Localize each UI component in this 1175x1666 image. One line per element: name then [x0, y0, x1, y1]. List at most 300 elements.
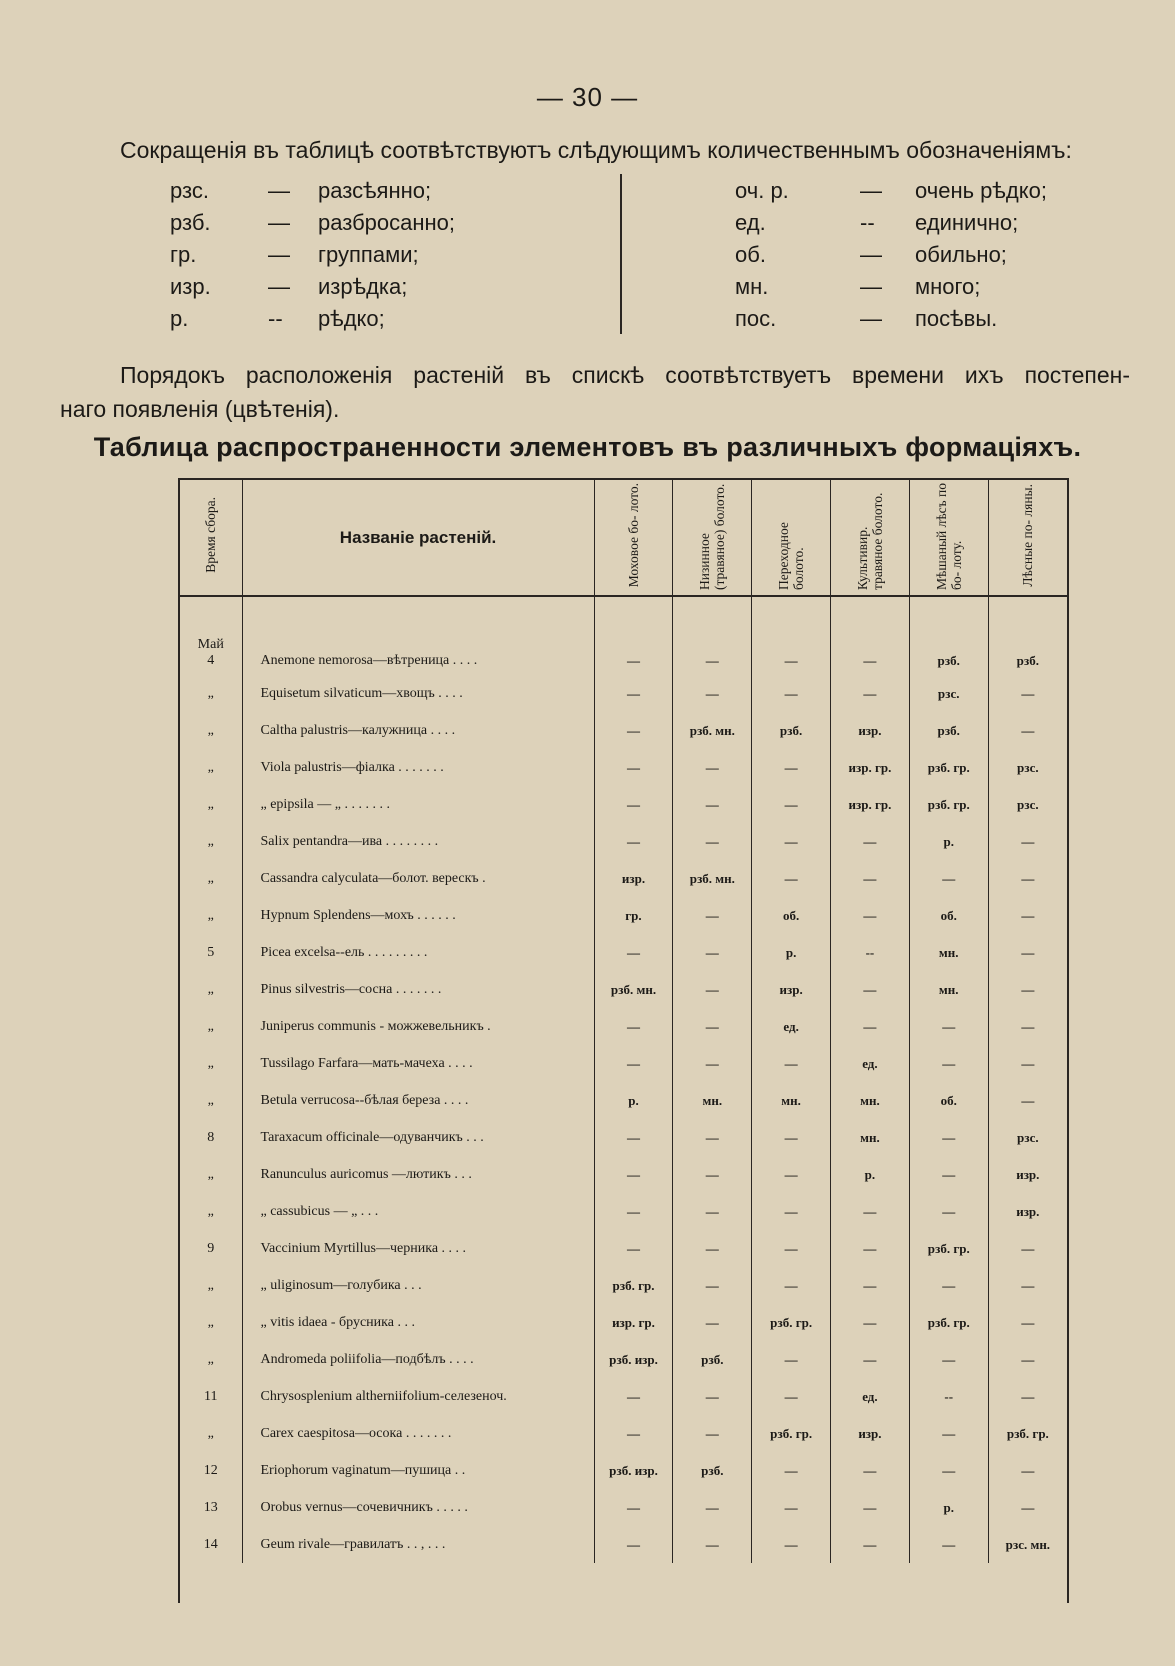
- collection-day: „: [207, 685, 214, 701]
- abbreviation-meaning: рѣдко;: [318, 306, 385, 331]
- collection-day: „: [207, 1203, 214, 1219]
- abbreviations-right-column: [735, 178, 1155, 338]
- abundance-cell: об.: [909, 1082, 988, 1119]
- abundance-cell: —: [1021, 907, 1035, 923]
- table-row: [180, 1008, 1067, 1045]
- plant-name-cell: Pinus silvestris—сосна . . . . . . .: [242, 971, 594, 1008]
- abundance-cell: —: [673, 897, 752, 934]
- abundance-cell: —: [909, 1267, 988, 1304]
- table-row: [180, 1156, 1067, 1193]
- abbreviation-row: [735, 274, 1155, 306]
- table-row: [180, 860, 1067, 897]
- abundance-cell: —: [1021, 722, 1035, 738]
- table-row: [180, 1526, 1067, 1563]
- collection-date-cell: [180, 823, 242, 860]
- abundance-cell: —: [673, 675, 752, 712]
- collection-date-cell: [180, 625, 242, 675]
- plant-name-cell: Caltha palustris—калужница . . . .: [242, 712, 594, 749]
- abundance-cell: —: [831, 1452, 910, 1489]
- abundance-cell: изр. гр.: [594, 1304, 673, 1341]
- abundance-cell: --: [831, 934, 910, 971]
- abundance-cell: —: [752, 1230, 831, 1267]
- collection-date-cell: [180, 971, 242, 1008]
- abundance-cell: изр. гр.: [831, 786, 910, 823]
- abbreviation-code: мн.: [735, 274, 769, 299]
- abbreviation-row: [170, 210, 590, 242]
- abundance-cell: рзб.: [909, 625, 988, 675]
- spacer-cell: [594, 596, 673, 625]
- abbreviations-divider: [620, 174, 622, 334]
- spacer-cell: [909, 596, 988, 625]
- collection-date-cell: [180, 786, 242, 823]
- abundance-cell: —: [752, 1489, 831, 1526]
- abundance-cell: —: [673, 1045, 752, 1082]
- abundance-cell: рзб. гр.: [1006, 1425, 1049, 1441]
- abundance-cell: рзс.: [909, 675, 988, 712]
- abundance-cell: —: [1021, 1314, 1035, 1330]
- collection-day: „: [207, 796, 214, 812]
- collection-date-cell: [180, 1526, 242, 1563]
- table-row: [180, 1267, 1067, 1304]
- abundance-cell: мн.: [673, 1082, 752, 1119]
- collection-day: „: [207, 870, 214, 886]
- table-row: [180, 1341, 1067, 1378]
- abundance-cell: —: [673, 786, 752, 823]
- abundance-cell: изр.: [831, 712, 910, 749]
- abundance-cell: —: [831, 1008, 910, 1045]
- abundance-cell: —: [831, 823, 910, 860]
- abundance-cell: —: [594, 1526, 673, 1563]
- abundance-cell: —: [1021, 1277, 1035, 1293]
- abundance-cell: —: [909, 1415, 988, 1452]
- header-formation-forest-glades: Лѣсные по- ляны.: [988, 480, 1067, 596]
- abundance-cell: —: [831, 971, 910, 1008]
- abundance-cell: рзб. изр.: [594, 1452, 673, 1489]
- table-row: [180, 1452, 1067, 1489]
- abbreviation-meaning: посѣвы.: [915, 306, 998, 331]
- abundance-cell: —: [673, 1193, 752, 1230]
- abundance-cell: —: [594, 625, 673, 675]
- abundance-cell: —: [673, 1489, 752, 1526]
- table-row: [180, 1489, 1067, 1526]
- abundance-cell: р.: [752, 934, 831, 971]
- abundance-cell: мн.: [831, 1119, 910, 1156]
- collection-date-cell: [180, 1378, 242, 1415]
- abbreviations-left-column: [170, 178, 590, 338]
- header-formation-mixed-forest: Мѣшаный лѣсъ по бо- лоту.: [909, 480, 988, 596]
- abundance-cell: —: [1021, 833, 1035, 849]
- plant-name-cell: „ uliginosum—голубика . . .: [242, 1267, 594, 1304]
- abundance-cell: —: [673, 1156, 752, 1193]
- abbreviation-dash: —: [860, 242, 882, 267]
- abundance-cell: —: [752, 1193, 831, 1230]
- collection-day: „: [207, 759, 214, 775]
- abbreviation-dash: —: [860, 274, 882, 299]
- table-row: [180, 675, 1067, 712]
- distribution-table: [180, 480, 1067, 1563]
- collection-day: „: [207, 1166, 214, 1182]
- abundance-cell: —: [594, 1378, 673, 1415]
- abundance-cell: —: [594, 823, 673, 860]
- plant-name-cell: Anemone nemorosa—вѣтреница . . . .: [242, 625, 594, 675]
- abundance-cell: —: [831, 625, 910, 675]
- abundance-cell: —: [831, 1267, 910, 1304]
- abundance-cell: гр.: [594, 897, 673, 934]
- abundance-cell: —: [752, 1156, 831, 1193]
- collection-date-cell: [180, 1341, 242, 1378]
- abbreviation-row: [170, 274, 590, 306]
- abundance-cell: мн.: [752, 1082, 831, 1119]
- plant-name-cell: „ vitis idaea - брусника . . .: [242, 1304, 594, 1341]
- abbreviation-dash: —: [268, 210, 290, 235]
- abundance-cell: р.: [594, 1082, 673, 1119]
- abundance-cell: —: [752, 625, 831, 675]
- collection-day: 14: [203, 1536, 218, 1552]
- plant-name-cell: Equisetum silvaticum—хвощъ . . . .: [242, 675, 594, 712]
- abundance-cell: рзб. гр.: [909, 1230, 988, 1267]
- collection-date-cell: [180, 1267, 242, 1304]
- abbreviation-code: изр.: [170, 274, 211, 299]
- abundance-cell: рзб. гр.: [909, 1304, 988, 1341]
- abundance-cell: рзб. мн.: [673, 860, 752, 897]
- plant-name-cell: Viola palustris—фіалка . . . . . . .: [242, 749, 594, 786]
- abundance-cell: —: [752, 1452, 831, 1489]
- table-row: [180, 971, 1067, 1008]
- collection-day: 8: [207, 1129, 215, 1145]
- collection-date-cell: [180, 1119, 242, 1156]
- abundance-cell: изр.: [594, 860, 673, 897]
- table-row: [180, 897, 1067, 934]
- abundance-cell: —: [752, 1341, 831, 1378]
- collection-date-cell: [180, 1415, 242, 1452]
- plant-name-cell: Chrysosplenium altherniifolium-селезеноч.: [242, 1378, 594, 1415]
- abbreviation-code: рзс.: [170, 178, 209, 203]
- abundance-cell: —: [673, 1526, 752, 1563]
- abundance-cell: —: [909, 1452, 988, 1489]
- abundance-cell: мн.: [909, 971, 988, 1008]
- plant-name-cell: Vaccinium Myrtillus—черника . . . .: [242, 1230, 594, 1267]
- abundance-cell: —: [594, 1415, 673, 1452]
- abundance-cell: —: [673, 1230, 752, 1267]
- collection-day: 4: [207, 653, 215, 668]
- abundance-cell: ед.: [831, 1045, 910, 1082]
- abundance-cell: р.: [909, 1489, 988, 1526]
- abundance-cell: мн.: [831, 1082, 910, 1119]
- header-formation-moss-bog: Моховое бо- лото.: [594, 480, 673, 596]
- plant-name-cell: Ranunculus auricomus —лютикъ . . .: [242, 1156, 594, 1193]
- abundance-cell: изр.: [1016, 1203, 1040, 1219]
- abundance-cell: —: [1021, 1462, 1035, 1478]
- abundance-cell: —: [673, 934, 752, 971]
- plant-name-cell: Juniperus communis - можжевельникъ .: [242, 1008, 594, 1045]
- abundance-cell: —: [831, 1489, 910, 1526]
- abundance-cell: рзс.: [1017, 796, 1039, 812]
- abundance-cell: —: [673, 1267, 752, 1304]
- plant-name-cell: Andromeda poliifolia—подбѣлъ . . . .: [242, 1341, 594, 1378]
- abundance-cell: —: [673, 971, 752, 1008]
- abundance-cell: рзб.: [673, 1341, 752, 1378]
- header-formation-cultivated-bog: Культивир. травяное болото.: [831, 480, 910, 596]
- abundance-cell: —: [1021, 870, 1035, 886]
- abundance-cell: —: [909, 1526, 988, 1563]
- abundance-cell: —: [909, 1156, 988, 1193]
- table-row: [180, 786, 1067, 823]
- abundance-cell: р.: [909, 823, 988, 860]
- table-body: [180, 596, 1067, 1563]
- collection-day: 11: [204, 1388, 218, 1404]
- spacer-cell: [988, 596, 1067, 625]
- collection-date-cell: [180, 1082, 242, 1119]
- abundance-cell: об.: [909, 897, 988, 934]
- abundance-cell: —: [909, 1045, 988, 1082]
- abundance-cell: —: [673, 823, 752, 860]
- abundance-cell: —: [752, 1526, 831, 1563]
- abundance-cell: —: [673, 1378, 752, 1415]
- abundance-cell: —: [594, 712, 673, 749]
- table-row: [180, 1119, 1067, 1156]
- table-row: [180, 625, 1067, 675]
- abbreviation-meaning: очень рѣдко;: [915, 178, 1047, 203]
- collection-date-cell: [180, 1008, 242, 1045]
- collection-date-cell: [180, 897, 242, 934]
- abundance-cell: —: [594, 1156, 673, 1193]
- abundance-cell: изр.: [752, 971, 831, 1008]
- abbreviation-row: [170, 242, 590, 274]
- abundance-cell: —: [594, 1045, 673, 1082]
- abbreviation-dash: —: [860, 306, 882, 331]
- plant-name-cell: Tussilago Farfara—мать-мачеха . . . .: [242, 1045, 594, 1082]
- abbreviation-dash: —: [268, 178, 290, 203]
- abundance-cell: —: [909, 1008, 988, 1045]
- abbreviation-dash: --: [860, 210, 875, 235]
- table-row: [180, 1230, 1067, 1267]
- abundance-cell: —: [909, 1119, 988, 1156]
- collection-date-cell: [180, 1489, 242, 1526]
- table-row: [180, 1193, 1067, 1230]
- abundance-cell: рзс.: [1017, 759, 1039, 775]
- collection-day: „: [207, 722, 214, 738]
- collection-day: 12: [203, 1462, 218, 1478]
- abundance-cell: —: [594, 1230, 673, 1267]
- header-formation-lowland-bog: Низинное (травяное) болото.: [673, 480, 752, 596]
- abbreviation-row: [170, 306, 590, 338]
- abundance-cell: —: [752, 1267, 831, 1304]
- abbreviation-row: [170, 178, 590, 210]
- abbreviation-meaning: группами;: [318, 242, 419, 267]
- collection-date-cell: [180, 860, 242, 897]
- table-row: [180, 1415, 1067, 1452]
- abundance-cell: рзб. мн.: [594, 971, 673, 1008]
- abbreviation-meaning: единично;: [915, 210, 1019, 235]
- abundance-cell: —: [1021, 1388, 1035, 1404]
- abundance-cell: —: [594, 1008, 673, 1045]
- collection-day: „: [207, 1055, 214, 1071]
- abundance-cell: —: [594, 1119, 673, 1156]
- table-row: [180, 1045, 1067, 1082]
- abundance-cell: —: [594, 675, 673, 712]
- abundance-cell: —: [1021, 1092, 1035, 1108]
- collection-day: „: [207, 1018, 214, 1034]
- abundance-cell: —: [752, 860, 831, 897]
- abundance-cell: рзс. мн.: [1005, 1536, 1051, 1552]
- collection-date-cell: [180, 1304, 242, 1341]
- plant-name-cell: „ epipsila — „ . . . . . . .: [242, 786, 594, 823]
- table-row: [180, 712, 1067, 749]
- abbreviation-code: рзб.: [170, 210, 211, 235]
- abbreviation-meaning: разбросанно;: [318, 210, 456, 235]
- abundance-cell: —: [1021, 1240, 1035, 1256]
- table-spacer-row: [180, 596, 1067, 625]
- abundance-cell: --: [909, 1378, 988, 1415]
- collection-day: „: [207, 1351, 214, 1367]
- abundance-cell: —: [831, 1341, 910, 1378]
- abbreviations-legend: [170, 178, 1070, 338]
- plant-name-cell: Taraxacum officinale—одуванчикъ . . .: [242, 1119, 594, 1156]
- abbreviation-meaning: разсѣянно;: [318, 178, 432, 203]
- abundance-cell: —: [831, 860, 910, 897]
- collection-day: 9: [207, 1240, 215, 1256]
- abundance-cell: —: [752, 786, 831, 823]
- collection-date-cell: [180, 1193, 242, 1230]
- spacer-cell: [673, 596, 752, 625]
- abundance-cell: —: [1021, 1499, 1035, 1515]
- abundance-cell: рзб. изр.: [594, 1341, 673, 1378]
- abundance-cell: —: [909, 1341, 988, 1378]
- abbreviation-row: [735, 242, 1155, 274]
- distribution-table-frame: [178, 478, 1069, 1603]
- table-row: [180, 1378, 1067, 1415]
- plant-name-cell: Betula verrucosa--бѣлая береза . . . .: [242, 1082, 594, 1119]
- collection-day: „: [207, 907, 214, 923]
- abundance-cell: —: [831, 1304, 910, 1341]
- abundance-cell: —: [752, 749, 831, 786]
- abundance-cell: рзб. гр.: [594, 1267, 673, 1304]
- abbreviation-row: [735, 178, 1155, 210]
- abundance-cell: —: [831, 675, 910, 712]
- collection-date-cell: [180, 1045, 242, 1082]
- abundance-cell: —: [1021, 1055, 1035, 1071]
- collection-day: „: [207, 1092, 214, 1108]
- abundance-cell: —: [673, 1415, 752, 1452]
- abundance-cell: ед.: [752, 1008, 831, 1045]
- abundance-cell: —: [673, 749, 752, 786]
- table-title: Таблица распространенности элементовъ въ различныхъ формаціяхъ.: [93, 432, 1082, 462]
- collection-day: 5: [207, 944, 215, 960]
- abundance-cell: изр.: [1016, 1166, 1040, 1182]
- plant-name-cell: „ cassubicus — „ . . .: [242, 1193, 594, 1230]
- abundance-cell: —: [752, 823, 831, 860]
- abundance-cell: рзс.: [1017, 1129, 1039, 1145]
- collection-day: 13: [203, 1499, 218, 1515]
- collection-day: „: [207, 1314, 214, 1330]
- table-row: [180, 1304, 1067, 1341]
- abundance-cell: рзб.: [909, 712, 988, 749]
- order-paragraph-line-1: Порядокъ расположенія растеній въ спискѣ соотвѣтствуетъ времени ихъ постепен-: [120, 362, 1130, 388]
- abundance-cell: —: [673, 625, 752, 675]
- abundance-cell: рзб. гр.: [752, 1304, 831, 1341]
- abundance-cell: рзб. гр.: [909, 786, 988, 823]
- abundance-cell: рзб. гр.: [752, 1415, 831, 1452]
- plant-name-cell: Geum rivale—гравилатъ . . , . . .: [242, 1526, 594, 1563]
- abundance-cell: изр. гр.: [831, 749, 910, 786]
- collection-date-cell: [180, 749, 242, 786]
- abundance-cell: —: [594, 786, 673, 823]
- abbreviation-code: об.: [735, 242, 766, 267]
- spacer-cell: [242, 596, 594, 625]
- abbreviation-code: пос.: [735, 306, 777, 331]
- plant-name-cell: Carex caespitosa—осока . . . . . . .: [242, 1415, 594, 1452]
- abundance-cell: —: [831, 1526, 910, 1563]
- collection-date-cell: [180, 675, 242, 712]
- header-plant-name: Названіе растеній.: [242, 480, 594, 596]
- table-row: [180, 823, 1067, 860]
- abundance-cell: —: [1021, 685, 1035, 701]
- abundance-cell: р.: [831, 1156, 910, 1193]
- plant-name-cell: Salix pentandra—ива . . . . . . . .: [242, 823, 594, 860]
- order-paragraph: [60, 358, 1130, 426]
- abundance-cell: —: [1021, 1018, 1035, 1034]
- abbreviation-row: [735, 210, 1155, 242]
- collection-day: „: [207, 833, 214, 849]
- collection-day: „: [207, 1277, 214, 1293]
- collection-date-cell: [180, 712, 242, 749]
- plant-name-cell: Picea excelsa--ель . . . . . . . . .: [242, 934, 594, 971]
- plant-name-cell: Cassandra calyculata—болот. верескъ .: [242, 860, 594, 897]
- abundance-cell: изр.: [831, 1415, 910, 1452]
- spacer-cell: [180, 596, 242, 625]
- abundance-cell: —: [594, 749, 673, 786]
- abundance-cell: —: [831, 1230, 910, 1267]
- abbreviation-code: оч. р.: [735, 178, 789, 203]
- collection-day: „: [207, 981, 214, 997]
- abundance-cell: —: [752, 1378, 831, 1415]
- abundance-cell: рзб. гр.: [909, 749, 988, 786]
- abundance-cell: —: [594, 1489, 673, 1526]
- table-header-row: [180, 480, 1067, 596]
- collection-date-cell: [180, 934, 242, 971]
- abbreviations-intro: Сокращенія въ таблицѣ соотвѣтствуютъ слѣдующимъ количественнымъ обозначеніямъ:: [120, 137, 1072, 163]
- spacer-cell: [831, 596, 910, 625]
- collection-date-cell: [180, 1156, 242, 1193]
- abbreviation-code: р.: [170, 306, 189, 331]
- abundance-cell: —: [594, 934, 673, 971]
- abundance-cell: —: [909, 1193, 988, 1230]
- abundance-cell: —: [594, 1193, 673, 1230]
- abundance-cell: —: [909, 860, 988, 897]
- header-date: Время сбора.: [180, 480, 242, 596]
- header-formation-transitional-bog: Переходное болото.: [752, 480, 831, 596]
- abbreviation-dash: --: [268, 306, 283, 331]
- abundance-cell: —: [673, 1304, 752, 1341]
- abundance-cell: —: [752, 1045, 831, 1082]
- abundance-cell: —: [752, 675, 831, 712]
- abundance-cell: об.: [752, 897, 831, 934]
- abundance-cell: рзб. мн.: [673, 712, 752, 749]
- abundance-cell: —: [752, 1119, 831, 1156]
- abundance-cell: —: [831, 1193, 910, 1230]
- collection-date-cell: [180, 1452, 242, 1489]
- abundance-cell: рзб.: [752, 712, 831, 749]
- plant-name-cell: Eriophorum vaginatum—пушица . .: [242, 1452, 594, 1489]
- abbreviation-code: гр.: [170, 242, 197, 267]
- plant-name-cell: Hypnum Splendens—мохъ . . . . . .: [242, 897, 594, 934]
- abbreviation-dash: —: [268, 274, 290, 299]
- collection-day: „: [207, 1425, 214, 1441]
- plant-name-cell: Orobus vernus—сочевичникъ . . . . .: [242, 1489, 594, 1526]
- abbreviation-dash: —: [268, 242, 290, 267]
- abbreviation-meaning: изрѣдка;: [318, 274, 408, 299]
- abundance-cell: рзб.: [1016, 653, 1039, 668]
